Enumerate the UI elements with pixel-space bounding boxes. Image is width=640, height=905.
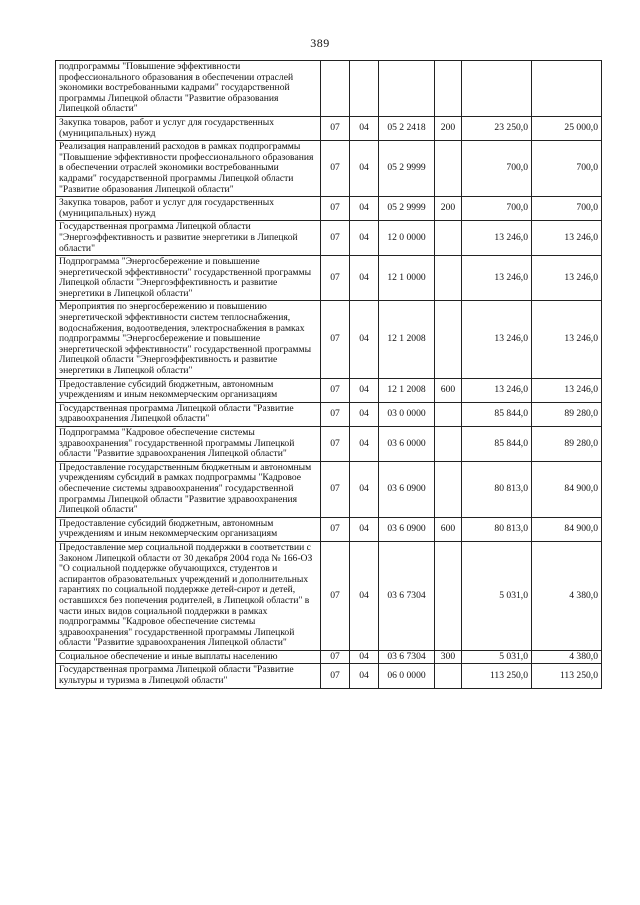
table-row — [56, 461, 602, 517]
amount-year-1: 13 246,0 — [462, 256, 532, 301]
amount-year-2: 13 246,0 — [532, 221, 602, 256]
table-row — [56, 141, 602, 197]
row-description: Предоставление субсидий бюджетным, автономным учреждениям и иным некоммерческим организациям — [56, 517, 321, 541]
amount-year-1: 5 031,0 — [462, 541, 532, 650]
table-row — [56, 402, 602, 426]
amount-year-2: 84 900,0 — [532, 461, 602, 517]
table-row — [56, 61, 602, 117]
target-article-code: 12 1 2008 — [379, 378, 435, 402]
amount-year-1: 700,0 — [462, 197, 532, 221]
amount-year-2: 4 380,0 — [532, 541, 602, 650]
expense-type-code — [435, 61, 462, 117]
table-row — [56, 197, 602, 221]
row-description: Государственная программа Липецкой области "Энергоэффективность и развитие энергетики в Липецкой области" — [56, 221, 321, 256]
row-description: Предоставление мер социальной поддержки в соответствии с Законом Липецкой области от 30 декабря 2004 года № 166-ОЗ "О социальной поддержке обучающихся, студентов и аспирантов образовательных учреждений и дополнительных гарантиях по социальной поддержке детей-сирот и детей, оставшихся без попечения родителей, в Липецкой области" в части иных видов социальной поддержки в рамках подпрограммы "Кадровое обеспечение системы здравоохранения" государственной программы Липецкой области "Развитие здравоохранения Липецкой области" — [56, 541, 321, 650]
subsection-code: 04 — [350, 427, 379, 462]
expense-type-code: 300 — [435, 650, 462, 664]
amount-year-1: 13 246,0 — [462, 221, 532, 256]
section-code: 07 — [321, 664, 350, 688]
target-article-code: 05 2 2418 — [379, 116, 435, 140]
section-code: 07 — [321, 650, 350, 664]
section-code: 07 — [321, 402, 350, 426]
section-code: 07 — [321, 116, 350, 140]
amount-year-1: 80 813,0 — [462, 461, 532, 517]
subsection-code: 04 — [350, 141, 379, 197]
section-code: 07 — [321, 427, 350, 462]
amount-year-2: 700,0 — [532, 141, 602, 197]
section-code: 07 — [321, 197, 350, 221]
amount-year-2: 84 900,0 — [532, 517, 602, 541]
amount-year-2: 13 246,0 — [532, 378, 602, 402]
expense-type-code — [435, 221, 462, 256]
table-row — [56, 517, 602, 541]
target-article-code: 03 0 0000 — [379, 402, 435, 426]
target-article-code: 12 1 0000 — [379, 256, 435, 301]
row-description: Закупка товаров, работ и услуг для государственных (муниципальных) нужд — [56, 197, 321, 221]
subsection-code: 04 — [350, 461, 379, 517]
row-description: Реализация направлений расходов в рамках подпрограммы "Повышение эффективности профессионального образования в обеспечении отраслей экономики востребованными кадрами" государственной программы Липецкой области "Развитие образования Липецкой области" — [56, 141, 321, 197]
section-code: 07 — [321, 141, 350, 197]
amount-year-2: 4 380,0 — [532, 650, 602, 664]
table-row — [56, 116, 602, 140]
row-description: Государственная программа Липецкой области "Развитие здравоохранения Липецкой области" — [56, 402, 321, 426]
target-article-code: 12 1 2008 — [379, 301, 435, 378]
amount-year-1: 113 250,0 — [462, 664, 532, 688]
expense-type-code: 600 — [435, 378, 462, 402]
amount-year-2 — [532, 61, 602, 117]
subsection-code: 04 — [350, 378, 379, 402]
expense-type-code: 200 — [435, 197, 462, 221]
section-code: 07 — [321, 301, 350, 378]
expense-type-code — [435, 541, 462, 650]
row-description: Государственная программа Липецкой области "Развитие культуры и туризма в Липецкой области" — [56, 664, 321, 688]
section-code: 07 — [321, 517, 350, 541]
expense-type-code — [435, 461, 462, 517]
expense-type-code — [435, 301, 462, 378]
subsection-code: 04 — [350, 517, 379, 541]
amount-year-2: 113 250,0 — [532, 664, 602, 688]
section-code: 07 — [321, 256, 350, 301]
section-code: 07 — [321, 541, 350, 650]
target-article-code: 03 6 0000 — [379, 427, 435, 462]
target-article-code: 03 6 7304 — [379, 650, 435, 664]
amount-year-1: 80 813,0 — [462, 517, 532, 541]
target-article-code: 03 6 7304 — [379, 541, 435, 650]
row-description: Мероприятия по энергосбережению и повышению энергетической эффективности систем теплоснабжения, водоснабжения, водоотведения, электроснабжения в рамках подпрограммы "Энергосбережение и повышение энергетической эффективности" государственной программы Липецкой области "Энергоэффективность и развитие энергетики в Липецкой области" — [56, 301, 321, 378]
section-code: 07 — [321, 461, 350, 517]
row-description: подпрограммы "Повышение эффективности профессионального образования в обеспечении отраслей экономики востребованными кадрами" государственной программы Липецкой области "Развитие образования Липецкой области" — [56, 61, 321, 117]
amount-year-2: 89 280,0 — [532, 402, 602, 426]
table-row — [56, 256, 602, 301]
expense-type-code — [435, 256, 462, 301]
expense-type-code: 600 — [435, 517, 462, 541]
table-row — [56, 664, 602, 688]
amount-year-1: 85 844,0 — [462, 427, 532, 462]
table-row — [56, 541, 602, 650]
row-description: Подпрограмма "Энергосбережение и повышение энергетической эффективности" государственной программы Липецкой области "Энергоэффективность и развитие энергетики в Липецкой области" — [56, 256, 321, 301]
amount-year-1: 13 246,0 — [462, 378, 532, 402]
section-code: 07 — [321, 221, 350, 256]
table-row — [56, 427, 602, 462]
target-article-code: 05 2 9999 — [379, 141, 435, 197]
amount-year-2: 13 246,0 — [532, 301, 602, 378]
subsection-code: 04 — [350, 221, 379, 256]
amount-year-2: 89 280,0 — [532, 427, 602, 462]
target-article-code: 03 6 0900 — [379, 517, 435, 541]
target-article-code: 06 0 0000 — [379, 664, 435, 688]
table-row — [56, 650, 602, 664]
amount-year-2: 25 000,0 — [532, 116, 602, 140]
row-description: Закупка товаров, работ и услуг для государственных (муниципальных) нужд — [56, 116, 321, 140]
target-article-code: 03 6 0900 — [379, 461, 435, 517]
amount-year-1: 13 246,0 — [462, 301, 532, 378]
expense-type-code — [435, 427, 462, 462]
section-code — [321, 61, 350, 117]
row-description: Подпрограмма "Кадровое обеспечение системы здравоохранения" государственной программы Липецкой области "Развитие здравоохранения Липецкой области" — [56, 427, 321, 462]
subsection-code: 04 — [350, 402, 379, 426]
amount-year-2: 13 246,0 — [532, 256, 602, 301]
subsection-code: 04 — [350, 301, 379, 378]
row-description: Предоставление государственным бюджетным и автономным учреждениям субсидий в рамках подпрограммы "Кадровое обеспечение системы здравоохранения" государственной программы Липецкой области "Развитие здравоохранения Липецкой области" — [56, 461, 321, 517]
table-row — [56, 221, 602, 256]
expense-type-code — [435, 402, 462, 426]
table-body — [56, 61, 602, 689]
budget-table — [55, 60, 602, 689]
subsection-code: 04 — [350, 256, 379, 301]
amount-year-1 — [462, 61, 532, 117]
amount-year-2: 700,0 — [532, 197, 602, 221]
table-row — [56, 301, 602, 378]
subsection-code: 04 — [350, 116, 379, 140]
amount-year-1: 85 844,0 — [462, 402, 532, 426]
expense-type-code — [435, 664, 462, 688]
amount-year-1: 23 250,0 — [462, 116, 532, 140]
subsection-code — [350, 61, 379, 117]
row-description: Социальное обеспечение и иные выплаты населению — [56, 650, 321, 664]
row-description: Предоставление субсидий бюджетным, автономным учреждениям и иным некоммерческим организациям — [56, 378, 321, 402]
target-article-code: 05 2 9999 — [379, 197, 435, 221]
amount-year-1: 5 031,0 — [462, 650, 532, 664]
target-article-code: 12 0 0000 — [379, 221, 435, 256]
subsection-code: 04 — [350, 197, 379, 221]
expense-type-code — [435, 141, 462, 197]
amount-year-1: 700,0 — [462, 141, 532, 197]
table-row — [56, 378, 602, 402]
subsection-code: 04 — [350, 541, 379, 650]
subsection-code: 04 — [350, 650, 379, 664]
page-number: 389 — [310, 36, 330, 50]
section-code: 07 — [321, 378, 350, 402]
target-article-code — [379, 61, 435, 117]
subsection-code: 04 — [350, 664, 379, 688]
expense-type-code: 200 — [435, 116, 462, 140]
